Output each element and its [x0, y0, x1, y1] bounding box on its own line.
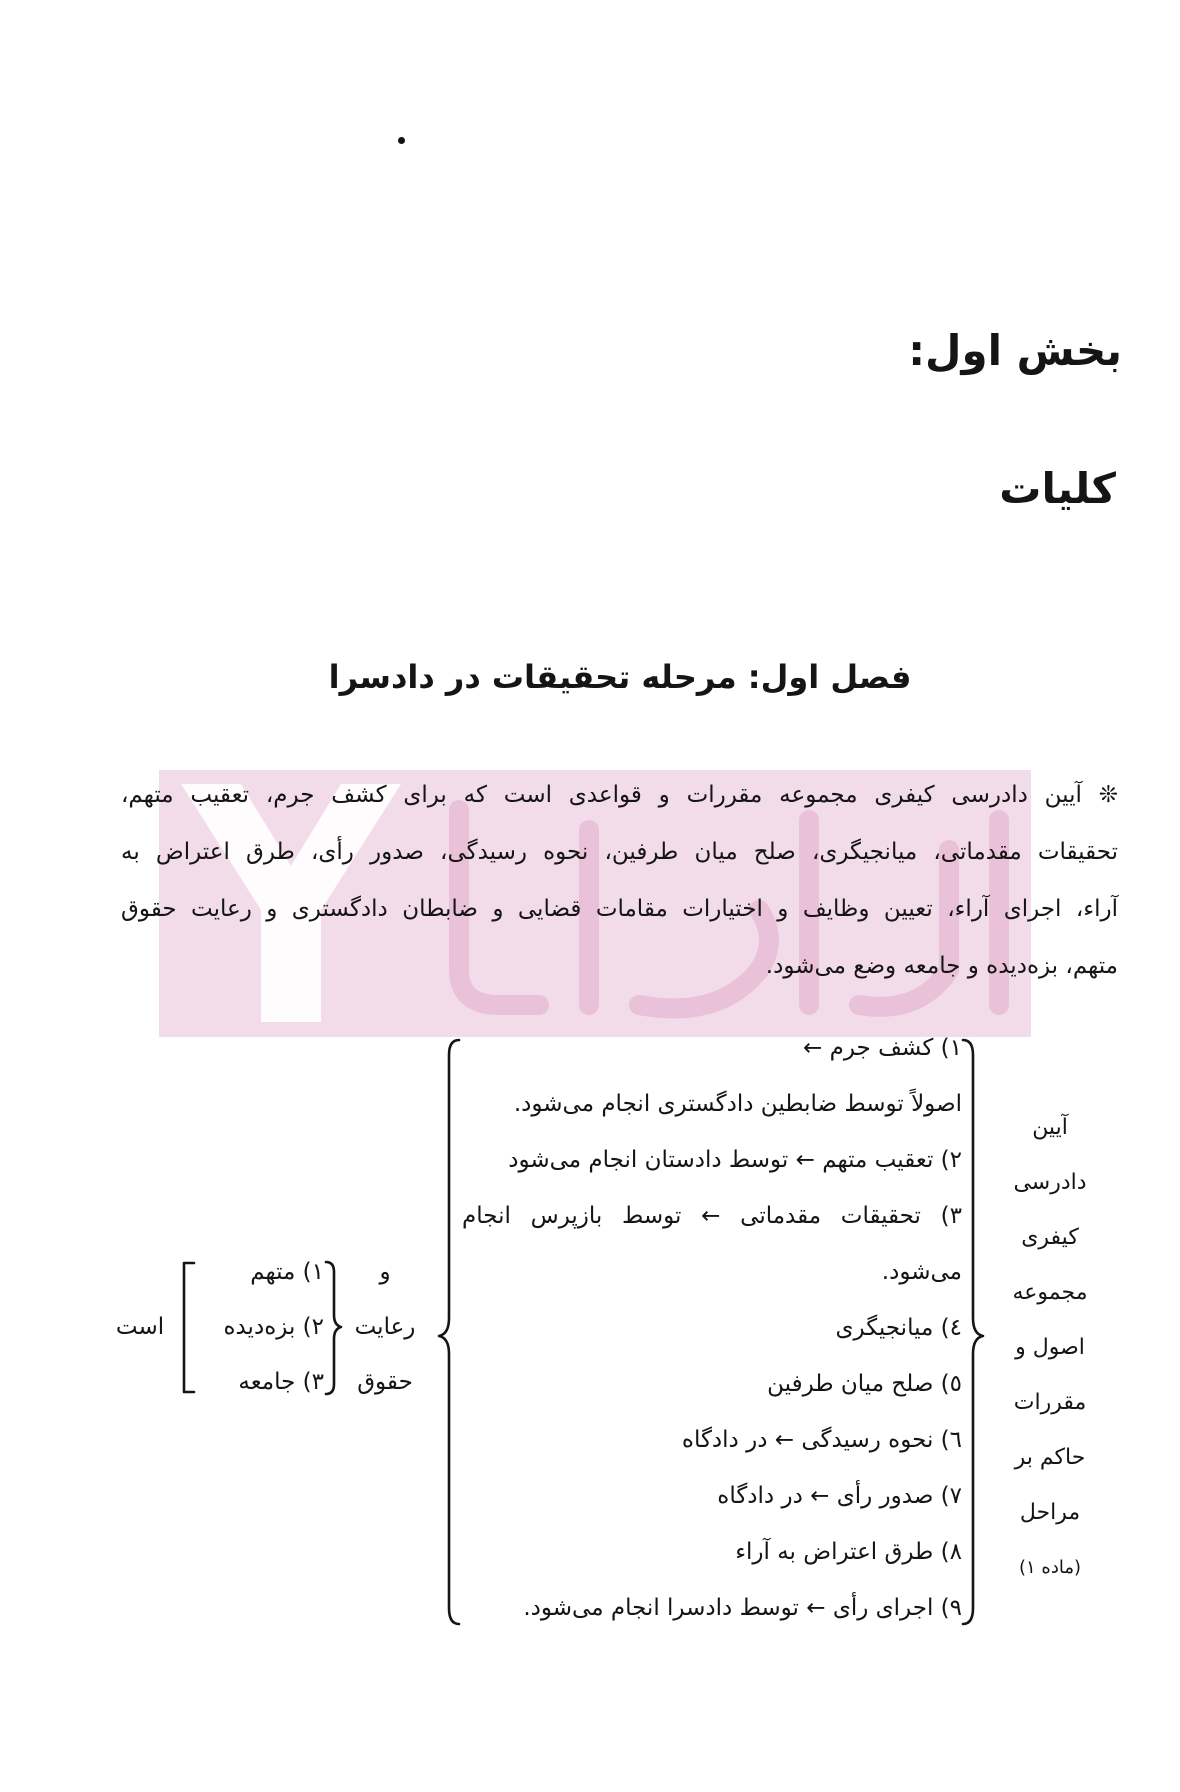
list-item: می‌شود.	[881, 1259, 962, 1285]
diagram-head-line: اصول و	[1015, 1335, 1085, 1360]
middle-word: رعایت	[354, 1314, 416, 1340]
left-brace	[439, 1040, 459, 1624]
intro-line: آراء، اجرای آراء، تعیین وظایف و اختیارات مقامات قضایی و ضابطان دادگستری و رعایت حقوق	[121, 896, 1118, 922]
diagram-tail-word: است	[115, 1314, 165, 1340]
sub-list-item: ۱) متهم	[250, 1259, 324, 1285]
small-brace	[326, 1262, 341, 1394]
diagram-head-line: دادرسی	[1013, 1170, 1087, 1195]
middle-word: حقوق	[357, 1369, 413, 1395]
diagram-head-line: کیفری	[1021, 1225, 1079, 1250]
right-brace	[963, 1040, 983, 1624]
diagram-head-reference: (ماده ۱)	[1018, 1557, 1082, 1578]
list-item: اصولاً توسط ضابطین دادگستری انجام می‌شود.	[513, 1091, 962, 1117]
list-item: ٦) نحوه رسیدگی ← در دادگاه	[681, 1427, 962, 1453]
list-item: ۱) کشف جرم ←	[803, 1035, 962, 1061]
list-item: ٥) صلح میان طرفین	[767, 1371, 962, 1397]
diagram-head-column	[990, 1100, 1110, 1595]
square-bracket	[184, 1263, 194, 1392]
diagram-head-line: مقررات	[1013, 1390, 1087, 1415]
diagram-item-list	[462, 1020, 962, 1636]
diagram-head-line: حاکم بر	[1014, 1445, 1086, 1470]
list-item: ٤) میانجیگری	[835, 1315, 962, 1341]
sub-list-item: ۲) بزه‌دیده	[223, 1314, 324, 1340]
list-item: ۹) اجرای رأی ← توسط دادسرا انجام می‌شود.	[523, 1595, 962, 1621]
list-item: ۳) تحقیقات مقدماتی ← توسط بازپرس انجام	[462, 1203, 962, 1229]
list-item: ۸) طرق اعتراض به آراء	[735, 1539, 962, 1565]
list-item: ۲) تعقیب متهم ← توسط دادستان انجام می‌شود	[508, 1147, 962, 1173]
chapter-heading: فصل اول: مرحله تحقیقات در دادسرا	[328, 658, 912, 696]
part-title: کلیات	[999, 464, 1116, 513]
list-item: ۷) صدور رأی ← در دادگاه	[717, 1483, 962, 1509]
bullet-icon: ❊	[1098, 782, 1118, 808]
diagram-head-line: آیین	[1032, 1115, 1068, 1140]
intro-line: متهم، بزه‌دیده و جامعه وضع می‌شود.	[765, 953, 1118, 979]
middle-word: و	[379, 1259, 391, 1285]
part-heading: بخش اول:	[908, 326, 1122, 375]
diagram-sub-list	[196, 1245, 324, 1410]
diagram-middle-words	[345, 1245, 425, 1410]
diagram-head-line: مجموعه	[1012, 1280, 1088, 1305]
intro-line-text: آیین دادرسی کیفری مجموعه مقررات و قواعدی است که برای کشف جرم، تعقیب متهم،	[121, 782, 1082, 808]
diagram-head-line: مراحل	[1019, 1500, 1081, 1525]
sub-list-item: ۳) جامعه	[238, 1369, 324, 1395]
intro-line: تحقیقات مقدماتی، میانجیگری، صلح میان طرفین، نحوه رسیدگی، صدور رأی، طرق اعتراض به	[121, 839, 1118, 865]
